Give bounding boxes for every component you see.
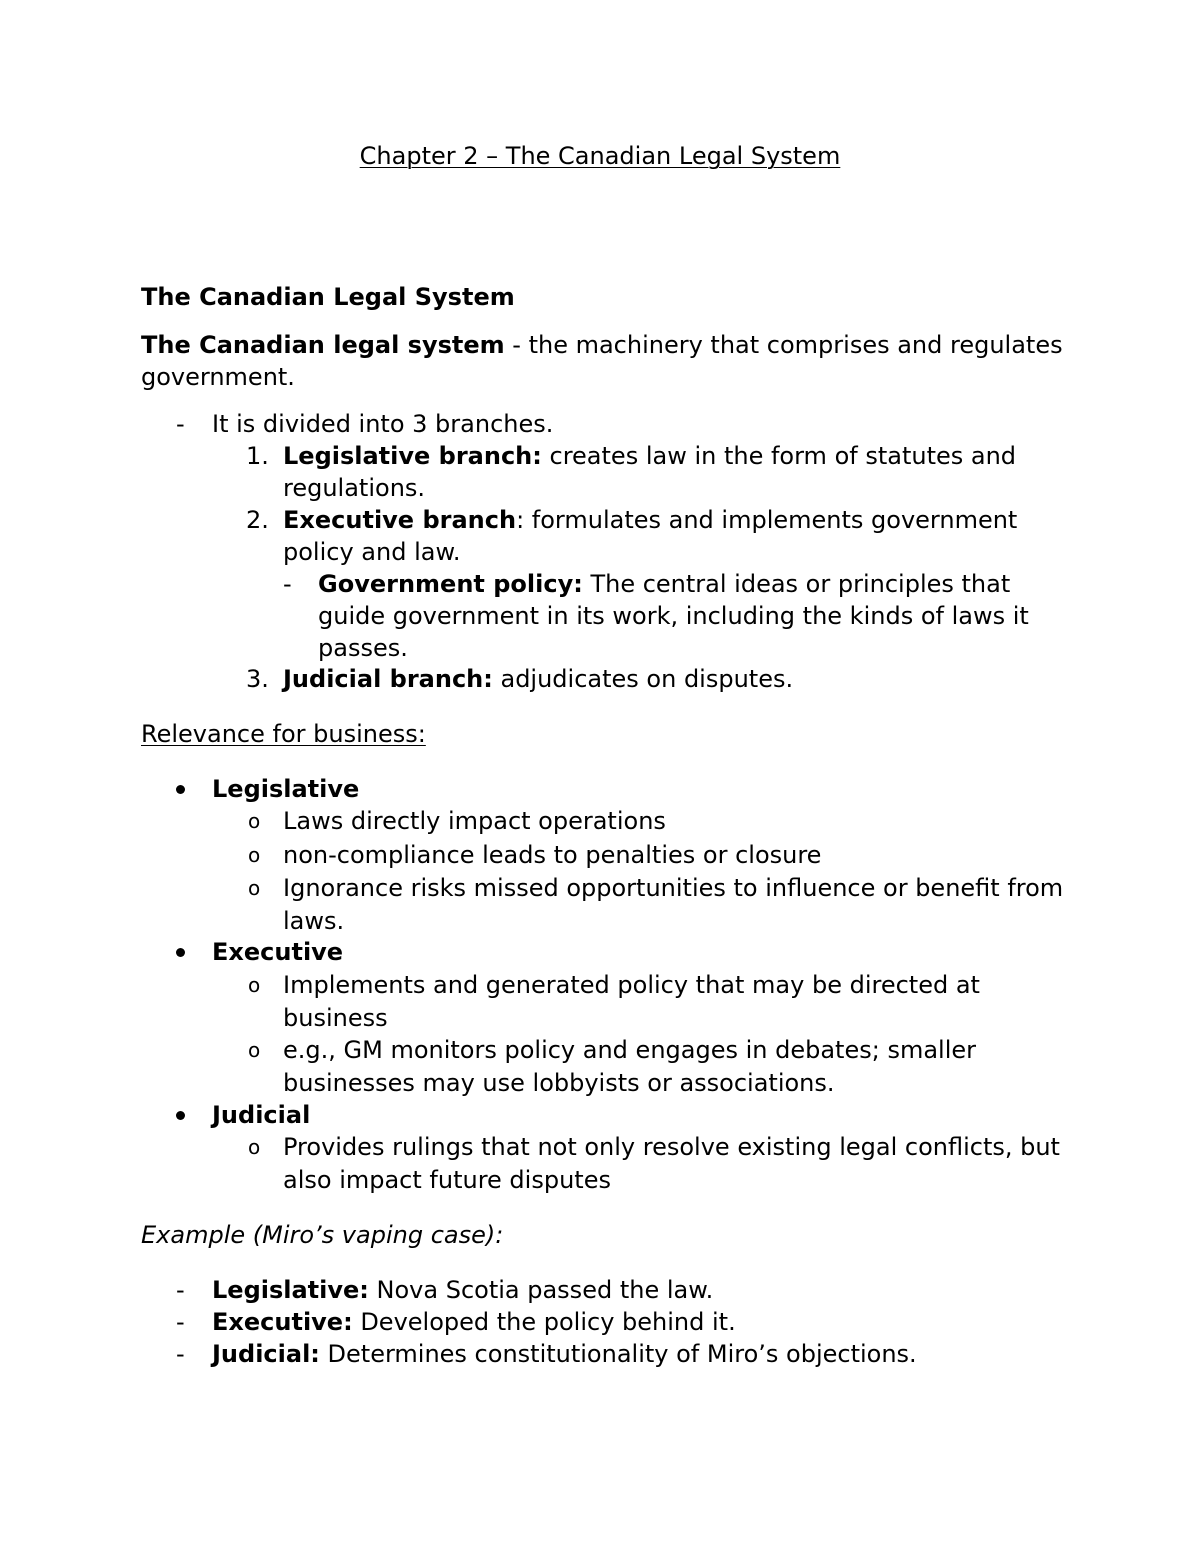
government-policy-item xyxy=(318,568,1010,600)
branch-executive xyxy=(283,504,1017,536)
branch-label: Legislative branch: xyxy=(283,442,542,470)
list-item: e.g., GM monitors policy and engages in debates; smaller xyxy=(283,1036,976,1064)
relevance-executive: Executive xyxy=(212,938,344,966)
example-heading: Example (Miro’s vaping case): xyxy=(141,1221,504,1249)
list-number: 1. xyxy=(246,442,269,470)
circle-bullet-icon: o xyxy=(248,876,261,900)
circle-bullet-icon: o xyxy=(248,809,261,833)
example-text: Nova Scotia passed the law. xyxy=(368,1276,714,1304)
list-item-continued: laws. xyxy=(283,907,345,935)
branch-text: creates law in the form of statutes and xyxy=(541,442,1017,470)
example-label: Judicial: xyxy=(212,1340,320,1368)
definition-line-1 xyxy=(141,329,1063,361)
dash-marker: - xyxy=(176,1308,185,1336)
branch-label: Executive branch xyxy=(283,506,517,534)
relevance-heading: Relevance for business: xyxy=(141,720,426,748)
branch-label: Judicial branch: xyxy=(283,665,493,693)
branch-legislative xyxy=(283,440,1016,472)
example-item-executive xyxy=(212,1306,736,1338)
example-item-judicial xyxy=(212,1338,917,1370)
list-item: Provides rulings that not only resolve existing legal conflicts, but xyxy=(283,1133,1060,1161)
bullet-icon xyxy=(176,785,185,794)
example-label: Executive: xyxy=(212,1308,353,1336)
branch-judicial xyxy=(283,663,793,695)
section-heading: The Canadian Legal System xyxy=(141,283,515,311)
list-item-continued: businesses may use lobbyists or associations. xyxy=(283,1069,835,1097)
list-item: non-compliance leads to penalties or closure xyxy=(283,841,822,869)
list-number: 3. xyxy=(246,665,269,693)
circle-bullet-icon: o xyxy=(248,843,261,867)
example-text: Determines constitutionality of Miro’s objections. xyxy=(319,1340,917,1368)
circle-bullet-icon: o xyxy=(248,1038,261,1062)
dash-marker: - xyxy=(283,570,292,598)
relevance-judicial: Judicial xyxy=(212,1101,311,1129)
government-policy-text: The central ideas or principles that xyxy=(582,570,1011,598)
dash-marker: - xyxy=(176,1276,185,1304)
example-label: Legislative: xyxy=(212,1276,369,1304)
intro-item: It is divided into 3 branches. xyxy=(212,410,554,438)
example-text: Developed the policy behind it. xyxy=(352,1308,736,1336)
government-policy-text-continued: passes. xyxy=(318,634,408,662)
branch-text: : formulates and implements government xyxy=(516,506,1018,534)
list-item-continued: business xyxy=(283,1004,388,1032)
branch-text-continued: regulations. xyxy=(283,474,426,502)
bullet-icon xyxy=(176,948,185,957)
definition-text: - the machinery that comprises and regulates xyxy=(504,331,1063,359)
circle-bullet-icon: o xyxy=(248,1135,261,1159)
list-item: Ignorance risks missed opportunities to influence or benefit from xyxy=(283,874,1064,902)
list-item-continued: also impact future disputes xyxy=(283,1166,611,1194)
government-policy-text-continued: guide government in its work, including the kinds of laws it xyxy=(318,602,1029,630)
branch-text-continued: policy and law. xyxy=(283,538,461,566)
definition-term: The Canadian legal system xyxy=(141,331,505,359)
example-item-legislative xyxy=(212,1274,713,1306)
circle-bullet-icon: o xyxy=(248,973,261,997)
dash-marker: - xyxy=(176,410,185,438)
definition-line-2: government. xyxy=(141,363,295,391)
dash-marker: - xyxy=(176,1340,185,1368)
bullet-icon xyxy=(176,1111,185,1120)
page-title: Chapter 2 – The Canadian Legal System xyxy=(359,142,841,170)
list-item: Implements and generated policy that may be directed at xyxy=(283,971,980,999)
list-item: Laws directly impact operations xyxy=(283,807,666,835)
branch-text: adjudicates on disputes. xyxy=(492,665,794,693)
list-number: 2. xyxy=(246,506,269,534)
government-policy-label: Government policy: xyxy=(318,570,583,598)
relevance-legislative: Legislative xyxy=(212,775,360,803)
